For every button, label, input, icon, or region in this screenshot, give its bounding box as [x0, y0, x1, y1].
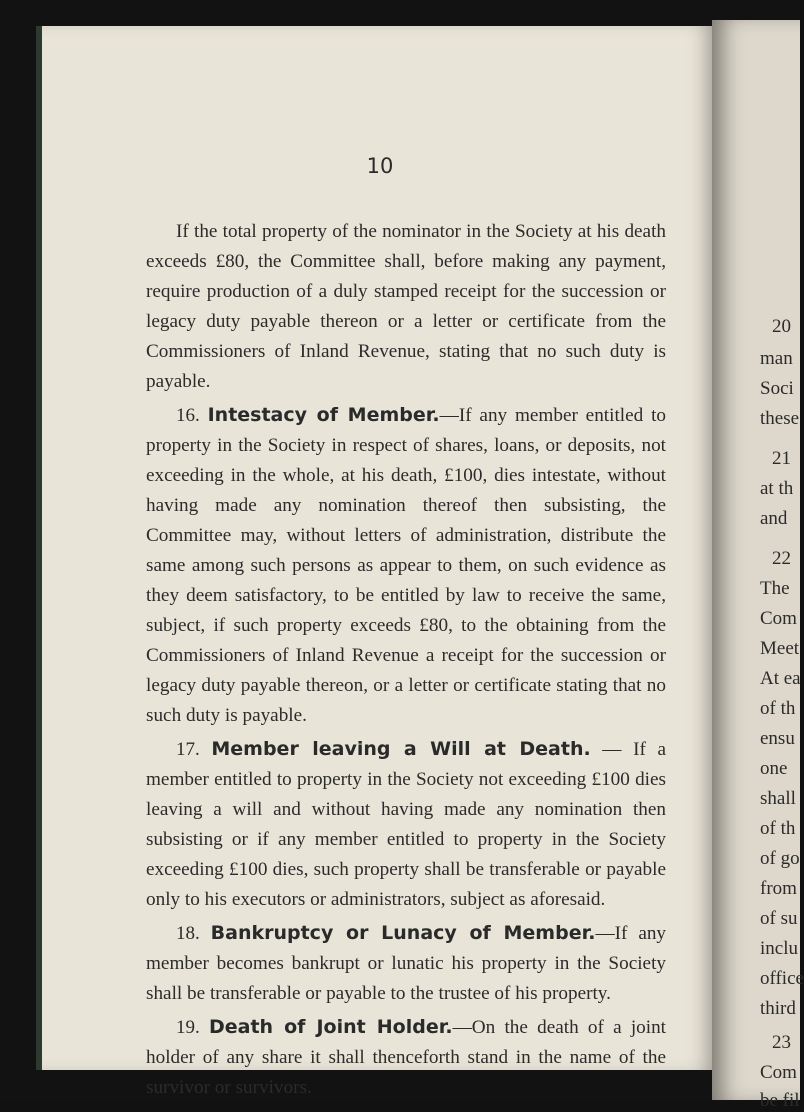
next-page-fragment: 21 [772, 448, 791, 469]
next-page-fragment: man [760, 348, 793, 369]
clause-text: —If any member entitled to property in the Society in respect of shares, loans, or deposits, not exceeding in the whole, at his death, £100, dies intestate, without having made any nomination thereof then subsisting, the Committee may, without letters of administration, distribute the same among such persons as appear to them, on such evidence as they deem satisfactory, to be entitled by law to receive the same, subject, if such property exceeds £80, to the obtaining from the Commissioners of Inland Revenue a receipt for the succession or legacy duty payable thereon, or a letter or certificate stating that no such duty is payable. [146, 405, 666, 726]
clause-heading: Member leaving a Will at Death. [211, 738, 591, 760]
next-page-fragment: The [760, 578, 790, 599]
next-page-fragment: Meet [760, 638, 800, 659]
next-page-fragment: from [760, 878, 797, 899]
clause-heading: Intestacy of Member. [207, 404, 440, 426]
clause-number: 18. [176, 923, 200, 944]
next-page-fragment: inclu [760, 938, 798, 959]
next-page-edge [712, 20, 804, 1111]
next-page-fragment: 23 [772, 1032, 791, 1053]
next-page-fragment: Soci [760, 378, 794, 399]
clause-text: —On the death of a joint holder of any share it shall thenceforth stand in the name of the survivor or survivors. [146, 1017, 667, 1098]
next-page-fragment: be fil [760, 1090, 800, 1111]
book-page [36, 26, 712, 1098]
next-page-fragment: these [760, 408, 800, 429]
next-page-fragment: of go [760, 848, 800, 869]
page-number: 10 [366, 154, 394, 178]
clause-text: —If any member becomes bankrupt or lunatic his property in the Society shall be transferable or payable to the trustee of his property. [146, 923, 667, 1004]
clause-number: 17. [176, 739, 200, 760]
next-page-fragment: of th [760, 818, 796, 839]
next-page-fragment: third [760, 998, 796, 1019]
clause-16 [146, 400, 666, 731]
page-text [146, 214, 666, 1103]
next-page-fragment: ensu [760, 728, 795, 749]
intro-paragraph: If the total property of the nominator in the Society at his death exceeds £80, the Committee shall, before making any payment, require production of a duly stamped receipt for the succession or legacy duty payable thereon or a letter or certificate from the Commissioners of Inland Revenue, stating that no such duty is payable. [146, 221, 666, 392]
next-page-fragment: of th [760, 698, 796, 719]
clause-heading: Death of Joint Holder. [208, 1016, 453, 1038]
clause-18 [146, 918, 666, 1009]
clause-19 [146, 1012, 666, 1103]
next-page-fragment: Com [760, 608, 797, 629]
clause-17 [146, 734, 666, 915]
next-page-fragment: Com [760, 1062, 797, 1083]
next-page-fragment: one [760, 758, 788, 779]
next-page-fragment: and [760, 508, 788, 529]
clause-number: 19. [176, 1017, 200, 1038]
next-page-fragment: 22 [772, 548, 791, 569]
next-page-fragment: of su [760, 908, 798, 929]
next-page-fragment: shall [760, 788, 796, 809]
clause-heading: Bankruptcy or Lunacy of Member. [210, 922, 596, 944]
next-page-fragment: office [760, 968, 804, 989]
next-page-fragment: At ea [760, 668, 801, 689]
clause-text: — If a member entitled to property in the Society not exceeding £100 dies leaving a will and without having made any nomination then subsisting or if any member entitled to property in the Society exceeding £100 dies, such property shall be transferable or payable only to his executors or administrators, subject as aforesaid. [146, 739, 667, 910]
next-page-fragment: at th [760, 478, 794, 499]
clause-number: 16. [176, 405, 200, 426]
next-page-fragment: 20 [772, 316, 791, 337]
